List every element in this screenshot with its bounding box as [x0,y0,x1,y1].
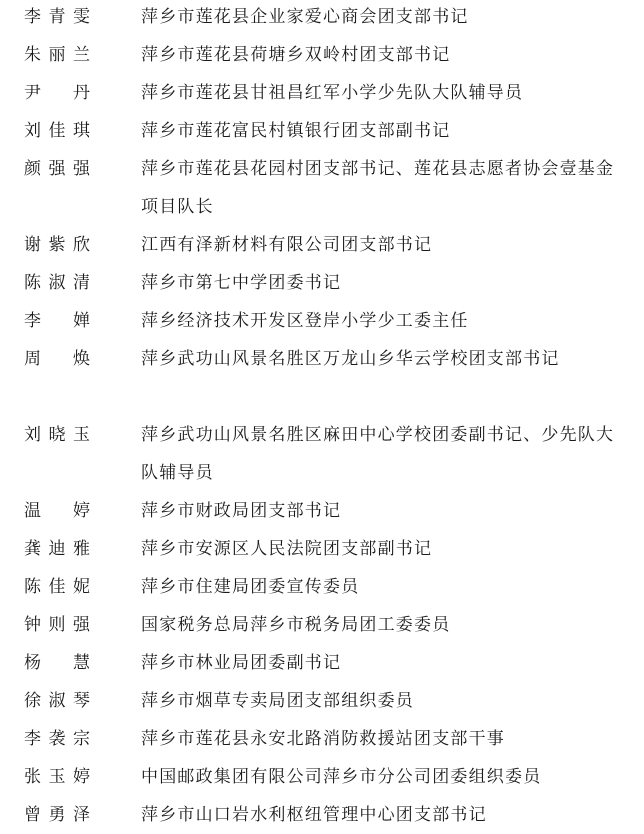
person-name: 温 婷 [24,501,90,521]
person-name: 陈 佳 妮 [24,577,90,597]
person-name: 杨 慧 [24,653,90,673]
person-name: 曾 勇 泽 [24,805,90,825]
person-name: 钟 则 强 [24,615,90,635]
person-position: 国家税务总局萍乡市税务局团工委委员 [141,615,451,635]
person-position: 萍乡市林业局团委副书记 [141,653,342,673]
person-name: 李 婵 [24,311,90,331]
person-name: 刘 晓 玉 [24,425,90,445]
person-position: 萍乡市烟草专卖局团支部组织委员 [141,691,414,711]
person-position: 中国邮政集团有限公司萍乡市分公司团委组织委员 [141,767,542,787]
person-name: 颜 强 强 [24,159,90,179]
person-position: 萍乡市莲花县永安北路消防救援站团支部干事 [141,729,505,749]
person-name: 刘 佳 琪 [24,121,90,141]
person-position: 萍乡市莲花县花园村团支部书记、莲花县志愿者协会壹基金项目队长 [141,159,615,217]
person-position: 萍乡武功山风景名胜区万龙山乡华云学校团支部书记 [141,349,560,369]
person-name: 李 袭 宗 [24,729,90,749]
person-position: 萍乡市莲花县企业家爱心商会团支部书记 [141,7,469,27]
person-name: 尹 丹 [24,83,90,103]
person-name: 龚 迪 雅 [24,539,90,559]
person-name: 朱 丽 兰 [24,45,90,65]
person-position: 萍乡市莲花县甘祖昌红军小学少先队大队辅导员 [141,83,524,103]
person-position: 萍乡市安源区人民法院团支部副书记 [141,539,433,559]
person-position: 萍乡市住建局团委宣传委员 [141,577,360,597]
person-position: 萍乡市莲花县荷塘乡双岭村团支部书记 [141,45,451,65]
person-position: 萍乡市莲花富民村镇银行团支部副书记 [141,121,451,141]
person-position: 萍乡市第七中学团委书记 [141,273,342,293]
person-name: 李 青 雯 [24,7,90,27]
person-position: 萍乡市财政局团支部书记 [141,501,342,521]
person-name: 谢 紫 欣 [24,235,90,255]
person-position: 萍乡市山口岩水利枢纽管理中心团支部书记 [141,805,487,825]
person-name: 陈 淑 清 [24,273,90,293]
person-name: 周 焕 [24,349,90,369]
person-position: 萍乡经济技术开发区登岸小学少工委主任 [141,311,469,331]
person-name: 张 玉 婷 [24,767,90,787]
person-name: 徐 淑 琴 [24,691,90,711]
person-position: 萍乡武功山风景名胜区麻田中心学校团委副书记、少先队大队辅导员 [141,425,615,483]
person-position: 江西有泽新材料有限公司团支部书记 [141,235,433,255]
